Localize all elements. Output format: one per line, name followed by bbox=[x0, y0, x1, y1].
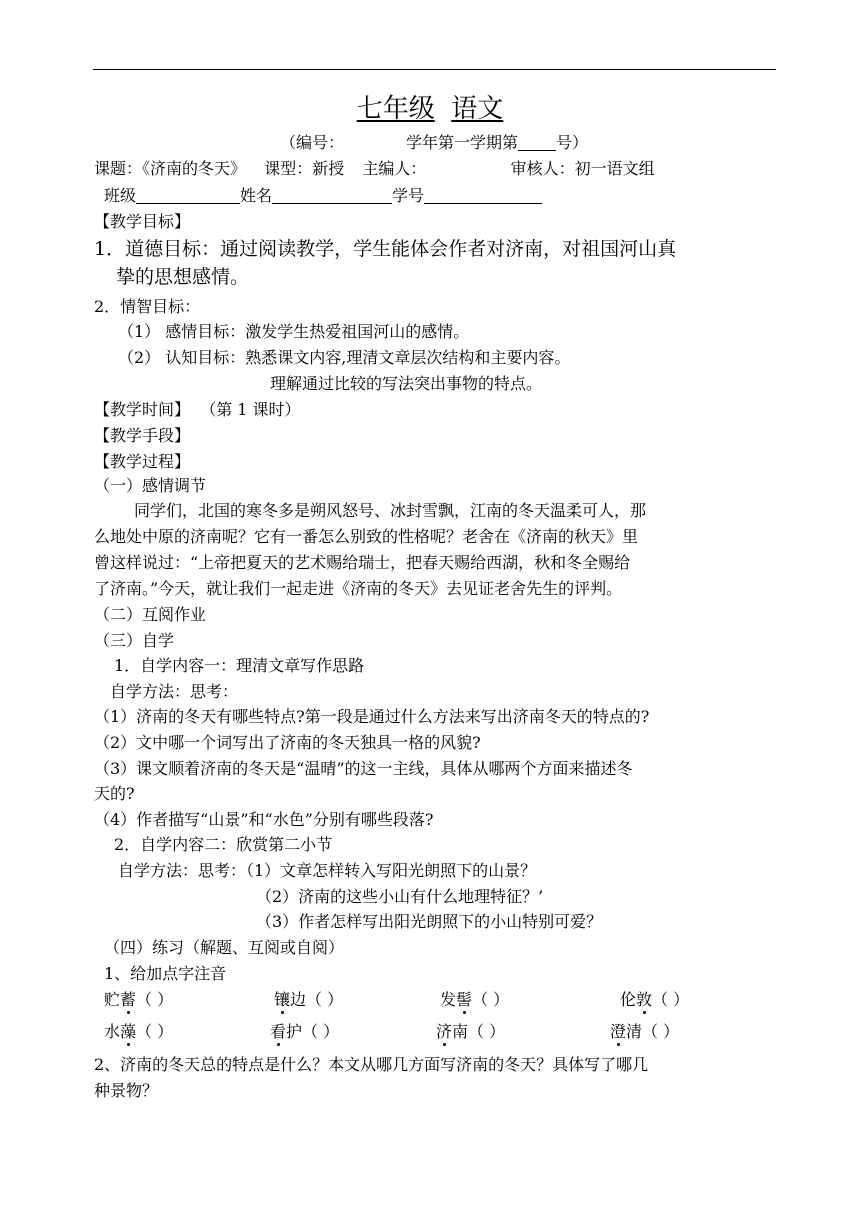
subject-label: 语文 bbox=[451, 94, 504, 124]
editor-text: 主编人： bbox=[362, 159, 427, 178]
goal-2-1: （1） 感情目标：激发学生热爱祖国河山的感情。 bbox=[118, 322, 470, 341]
code-start: （编号： bbox=[280, 133, 345, 152]
pinyin-item: 看护（ ） bbox=[270, 1022, 340, 1041]
pinyin-item: 伦敦（ ） bbox=[620, 990, 690, 1009]
exercise-2-line-1: 2、济南的冬天总的特点是什么？本文从哪几方面写济南的冬天？具体写了哪几 bbox=[94, 1055, 649, 1074]
goals-heading: 【教学目标】 bbox=[94, 212, 191, 231]
intro-paragraph-line-1: 同学们，北国的寒冬多是朔风怒号、冰封雪飘，江南的冬天温柔可人，那 bbox=[134, 501, 647, 520]
code-line bbox=[280, 132, 588, 154]
exercise-1-title: 1、给加点字注音 bbox=[104, 964, 227, 983]
goal-2-2: （2） 认知目标：熟悉课文内容,理清文章层次结构和主要内容。 bbox=[118, 348, 571, 367]
code-mid: 学年第一学期第 bbox=[406, 133, 519, 152]
info-line bbox=[94, 158, 655, 180]
page-title bbox=[0, 92, 860, 126]
student-id-field[interactable] bbox=[424, 187, 542, 204]
pinyin-item: 水藻（ ） bbox=[104, 1022, 174, 1041]
header-rule bbox=[93, 69, 776, 70]
question-3-line-2: 天的? bbox=[94, 784, 135, 803]
question-2: （2）文中哪一个词写出了济南的冬天独具一格的风貌? bbox=[94, 733, 481, 752]
section-2-title: （二）互阅作业 bbox=[94, 605, 207, 624]
time-heading: 【教学时间】 bbox=[94, 400, 191, 419]
grade-label: 七年级 bbox=[356, 94, 435, 124]
study-method-1: 自学方法：思考： bbox=[110, 682, 239, 701]
pinyin-item: 澄清（ ） bbox=[610, 1022, 680, 1041]
study-method-2-q3: （3）作者怎样写出阳光朗照下的小山特别可爱？ bbox=[256, 912, 603, 931]
goal-1-line-1: 1．道德目标：通过阅读教学，学生能体会作者对济南，对祖国河山真 bbox=[94, 238, 677, 260]
exercise-2-line-2: 种景物？ bbox=[94, 1081, 159, 1100]
goal-2: 2．情智目标： bbox=[94, 297, 201, 316]
intro-paragraph-line-4: 了济南。”今天，就让我们一起走进《济南的冬天》去见证老舍先生的评判。 bbox=[94, 579, 623, 598]
intro-paragraph-line-2: 么地处中原的济南呢？它有一番怎么别致的性格呢？老舍在《济南的秋天》里 bbox=[94, 527, 639, 546]
topic-text: 课题：《济南的冬天》 bbox=[94, 159, 247, 178]
question-4: （4）作者描写“山景”和“水色”分别有哪些段落? bbox=[94, 810, 434, 829]
time-value: （第 1 课时） bbox=[200, 400, 301, 419]
section-4-title: （四）练习（解题、互阅或自阅） bbox=[104, 938, 345, 957]
pinyin-item: 贮蓄（ ） bbox=[104, 990, 174, 1009]
section-1-title: （一）感情调节 bbox=[94, 476, 207, 495]
intro-paragraph-line-3: 曾这样说过：“上帝把夏天的艺术赐给瑞士，把春天赐给西湖，秋和冬全赐给 bbox=[94, 553, 631, 572]
class-label: 班级 bbox=[104, 186, 137, 205]
pinyin-item: 镶边（ ） bbox=[274, 990, 344, 1009]
time-line bbox=[94, 399, 301, 421]
lesson-type-text: 课型：新授 bbox=[264, 159, 345, 178]
reviewer-text: 审核人：初一语文组 bbox=[510, 159, 655, 178]
goal-1-line-2: 挚的思想感情。 bbox=[116, 266, 250, 288]
student-info-line bbox=[104, 185, 542, 207]
question-1: （1）济南的冬天有哪些特点?第一段是通过什么方法来写出济南冬天的特点的? bbox=[94, 707, 650, 726]
goal-2-3: 理解通过比较的写法突出事物的特点。 bbox=[270, 374, 543, 393]
study-content-2: 2．自学内容二：欣赏第二小节 bbox=[114, 835, 333, 854]
section-3-title: （三）自学 bbox=[94, 631, 175, 650]
pinyin-item: 济南（ ） bbox=[436, 1022, 506, 1041]
means-heading: 【教学手段】 bbox=[94, 426, 191, 445]
study-method-2: 自学方法：思考：（1）文章怎样转入写阳光朗照下的山景？ bbox=[118, 861, 537, 880]
code-blank bbox=[518, 134, 556, 151]
study-content-1: 1．自学内容一：理清文章写作思路 bbox=[114, 656, 365, 675]
name-label: 姓名 bbox=[240, 186, 273, 205]
pinyin-item: 发髻（ ） bbox=[440, 990, 510, 1009]
study-method-2-q2: （2）济南的这些小山有什么地理特征？’ bbox=[256, 887, 544, 906]
name-field[interactable] bbox=[272, 187, 392, 204]
class-field[interactable] bbox=[136, 187, 240, 204]
question-3-line-1: （3）课文顺着济南的冬天是“温晴”的这一主线，具体从哪两个方面来描述冬 bbox=[94, 759, 633, 778]
code-end: 号） bbox=[556, 133, 589, 152]
student-id-label: 学号 bbox=[392, 186, 425, 205]
process-heading: 【教学过程】 bbox=[94, 452, 191, 471]
